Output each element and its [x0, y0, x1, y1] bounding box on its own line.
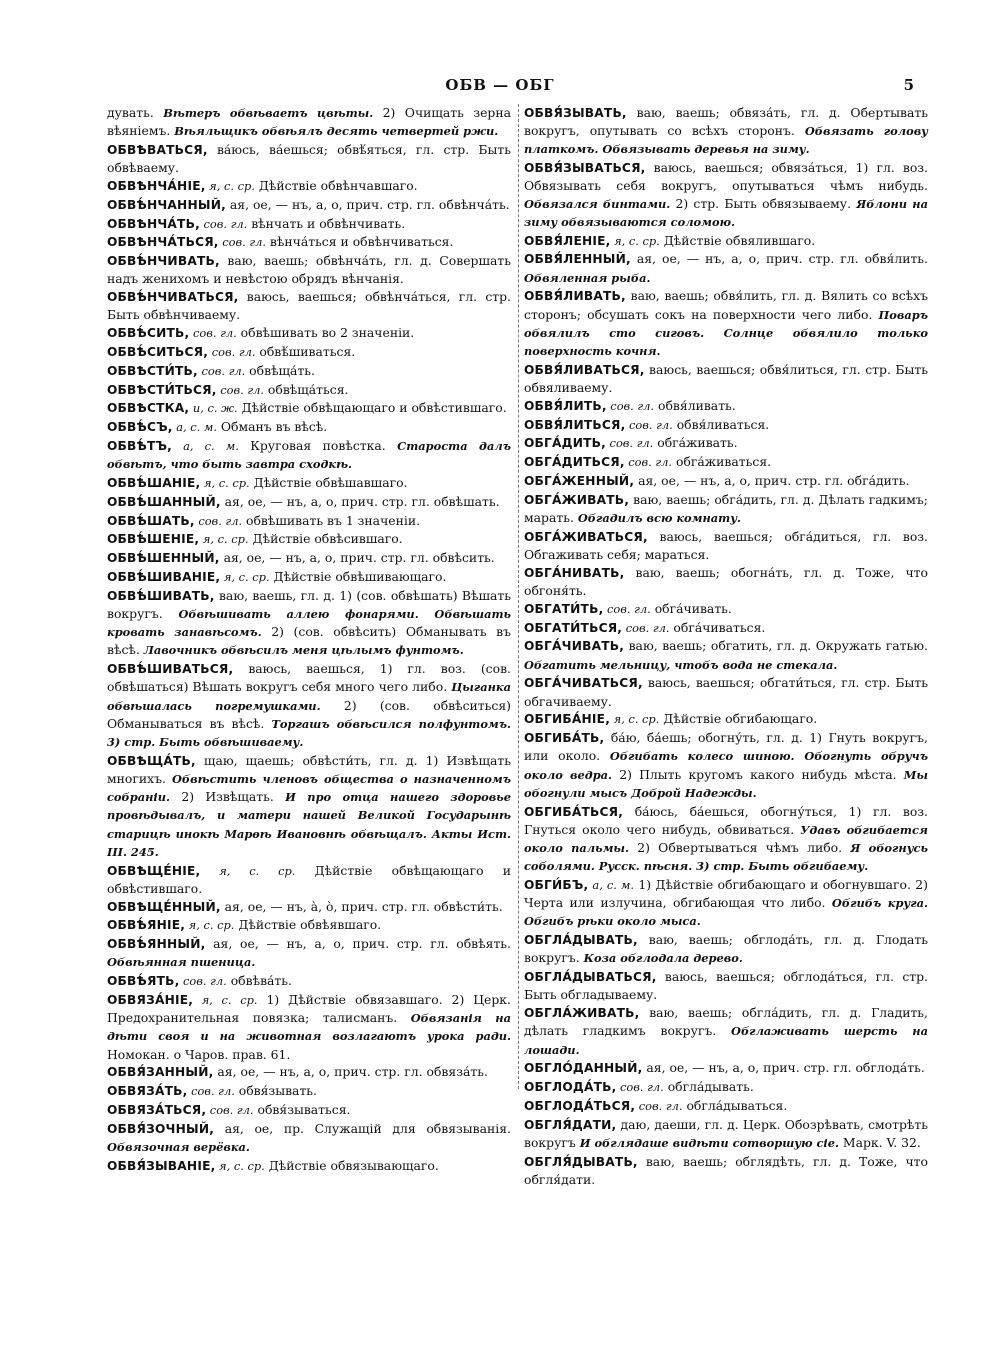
- dictionary-entry: [107, 399, 511, 417]
- entry-definition: ваюсь, ваешься; обвя́литься, гл. стр. Быть обвяливаему.: [524, 361, 928, 396]
- entry-headword: ОБВѢ́НЧАННЫЙ,: [107, 197, 226, 212]
- entry-definition: обвѣща́ть.: [245, 362, 315, 378]
- entry-headword: ОБВЯЗА́ТЬ,: [107, 1084, 188, 1099]
- entry-example: Поваръ обвялилъ сто сиговъ. Солнце обвялило только поверхность кочня.: [524, 307, 928, 359]
- entry-headword: ОБГЛА́ДЫВАТЬСЯ,: [524, 970, 657, 985]
- dictionary-entry: [107, 493, 511, 511]
- entry-headword: ОБВЯЗА́ТЬСЯ,: [107, 1102, 207, 1117]
- entry-example: Староста далъ обвѣтъ, что быть завтра сходкѣ.: [107, 438, 511, 472]
- dictionary-entry: [524, 361, 928, 396]
- entry-headword: ОБГАТИ́ТЬ,: [524, 601, 604, 616]
- entry-headword: ОБВѢ́СИТЬСЯ,: [107, 344, 209, 359]
- entry-definition: даю, даеши, гл. д. Церк. Обозрѣвать, смотрѣть вокругъ: [524, 1116, 928, 1150]
- entry-grammar: я, с. ср.: [193, 992, 258, 1007]
- entry-definition: ая, ое, — нъ, а, о, прич. стр. гл. обвя́лить.: [630, 251, 928, 267]
- entry-definition: Номокан. о Чаров. прав. 61.: [107, 1046, 291, 1062]
- dictionary-entry: [107, 343, 511, 361]
- entry-grammar: сов. гл.: [187, 1084, 235, 1099]
- entry-headword: ОБВѢ́СЪ,: [107, 420, 173, 435]
- entry-grammar: я, с. ср.: [200, 475, 250, 490]
- entry-headword: ОБВЯЗА́НІЕ,: [107, 992, 194, 1007]
- dictionary-entry: [107, 1063, 511, 1081]
- entry-headword: ОБВѢ́ЯТЬ,: [107, 974, 180, 989]
- dictionary-entry: [524, 472, 928, 490]
- entry-example: Обгадилъ всю комнату.: [577, 511, 741, 525]
- entry-headword: ОБВЯ́ЛИТЬСЯ,: [524, 417, 626, 432]
- entry-definition: обвя́зываться.: [253, 1101, 351, 1117]
- entry-grammar: сов. гл.: [197, 363, 246, 378]
- entry-headword: ОБГА́НИВАТЬ,: [524, 565, 625, 580]
- entry-headword: ОБВЯ́ЗЫВАТЬ,: [524, 106, 627, 120]
- entry-headword: ОБВЯ́ЛИТЬ,: [524, 398, 607, 413]
- dictionary-entry: [524, 1078, 928, 1096]
- entry-example: Обвяленная рыба.: [524, 270, 651, 285]
- dictionary-entry: [524, 434, 928, 452]
- entry-definition: 2) (сов. обвѣсить) Обманывать въ вѣсѣ.: [107, 624, 511, 658]
- entry-definition: Дѣйствіе обвѣшавшаго.: [249, 474, 408, 490]
- entry-headword: ОБВѢЩА́ТЬ,: [107, 753, 196, 768]
- dictionary-entry: [524, 803, 928, 876]
- entry-definition: 2) Обвертываться чѣмъ либо.: [629, 840, 851, 855]
- dictionary-entry: [107, 288, 511, 323]
- entry-definition: Круговая повѣстка.: [238, 437, 398, 453]
- entry-definition: ваю, ваешь; обгатить, гл. д. Окружать гатью.: [624, 638, 928, 654]
- entry-grammar: сов. гл.: [218, 235, 266, 250]
- entry-grammar: а, с. м.: [172, 420, 217, 435]
- dictionary-entry: [107, 324, 511, 342]
- entry-headword: ОБВѢСТИ́ТЬСЯ,: [107, 382, 217, 397]
- entry-example: Обвязанія на дѣти своя и на животная возлагаютъ урока ради.: [107, 1011, 511, 1044]
- dictionary-entry: [524, 564, 928, 599]
- entry-grammar: сов. гл.: [189, 326, 237, 341]
- entry-headword: ОБГА́ЖИВАТЬ,: [524, 492, 630, 507]
- entry-definition: Марк. V. 32.: [838, 1135, 921, 1150]
- dictionary-entry: [524, 528, 928, 563]
- entry-definition: ваюсь, ваешься; обглода́ться, гл. стр. Быть обгладываему.: [524, 969, 928, 1003]
- entry-definition: обгла́дывать.: [663, 1079, 754, 1095]
- dictionary-entry: [524, 876, 928, 931]
- entry-definition: ая, ое, пр. Служащій для обвязыванія.: [214, 1120, 511, 1136]
- entry-definition: обга́живаться.: [672, 454, 772, 470]
- entry-definition: Дѣйствіе обвѣнчавшаго.: [254, 178, 418, 193]
- entry-definition: вѣнчать и обвѣнчивать.: [247, 215, 406, 231]
- dictionary-entry: [107, 141, 511, 176]
- dictionary-entry: [524, 1153, 928, 1188]
- dictionary-entry: [524, 491, 928, 527]
- entry-definition: обвѣшивать во 2 значеніи.: [236, 325, 415, 341]
- entry-definition: обвя́ливаться.: [672, 416, 770, 432]
- dictionary-entry: [107, 660, 511, 751]
- dictionary-entry: [107, 935, 511, 971]
- entry-headword: ОБГЛЯ́ДАТИ,: [524, 1117, 617, 1132]
- dictionary-entry: [107, 233, 511, 251]
- dictionary-entry: [107, 862, 511, 897]
- entry-definition: обвѣща́ться.: [263, 381, 349, 397]
- entry-headword: ОБВѢ́НЧИВАТЬ,: [107, 254, 220, 269]
- entry-definition: 2) (сов. обвѣситься) Обманываться въ вѣсѣ.: [107, 697, 511, 731]
- entry-example: Вѣтеръ обвѣваетъ цвѣты.: [163, 106, 374, 120]
- dictionary-entry: [524, 453, 928, 471]
- dictionary-entry: [107, 991, 511, 1063]
- entry-definition: обвѣва́ть.: [226, 973, 292, 989]
- entry-example: Цыганка обвѣшалась погремушками.: [107, 680, 511, 713]
- entry-grammar: сов. гл.: [206, 1102, 254, 1117]
- entry-headword: ОБВѢ́СИТЬ,: [107, 326, 190, 341]
- dictionary-entry: [524, 104, 928, 159]
- dictionary-entry: [107, 1101, 511, 1119]
- entry-headword: ОБГА́ЖЕННЫЙ,: [524, 474, 635, 488]
- entry-grammar: я, с. ср.: [185, 918, 235, 933]
- dictionary-entry: [107, 1120, 511, 1156]
- entry-example: И обглядаше видѣти сотворшую сіе.: [579, 1136, 839, 1150]
- entry-headword: ОБГА́ДИТЬ,: [524, 436, 606, 451]
- entry-headword: ОБВѢ́ЯНІЕ,: [107, 918, 186, 933]
- entry-headword: ОБГАТИ́ТЬСЯ,: [524, 620, 623, 635]
- dictionary-entry: [524, 159, 928, 231]
- entry-grammar: сов. гл.: [199, 216, 248, 231]
- entry-definition: Обманъ въ вѣсѣ.: [216, 419, 328, 435]
- entry-headword: ОБГЛА́ЖИВАТЬ,: [524, 1006, 640, 1021]
- entry-definition: Дѣйствіе обвѣщающаго и обвѣстившаго.: [237, 400, 507, 416]
- entry-example: Лавочникъ обвѣсилъ меня цѣлымъ фунтомъ.: [143, 643, 464, 658]
- entry-definition: 2) Извѣщать.: [169, 789, 286, 805]
- entry-grammar: сов. гл.: [603, 601, 651, 616]
- entry-definition: ба́ю, ба́ешь; обогну́ть, гл. д. 1) Гнуть вокругъ, или около.: [524, 730, 928, 764]
- entry-headword: ОБВѢНЧА́ТЬСЯ,: [107, 235, 219, 250]
- entry-grammar: сов. гл.: [194, 513, 243, 528]
- left-column: [107, 104, 511, 1176]
- entry-definition: 2) Очищать зерна вѣяніемъ.: [107, 105, 512, 139]
- dictionary-entry: [107, 381, 511, 399]
- dictionary-entry: [107, 916, 511, 934]
- entry-definition: обвѣшивать въ 1 значеніи.: [242, 512, 421, 528]
- entry-example: Обгибать колесо шиною. Обогнуть обручъ около ведра.: [524, 749, 928, 782]
- entry-grammar: я, с. ср.: [200, 863, 296, 878]
- entry-grammar: сов. гл.: [216, 382, 264, 397]
- entry-headword: ОБГА́ЧИВАТЬ,: [524, 639, 625, 654]
- dictionary-entry: [107, 418, 511, 436]
- dictionary-entry: [524, 710, 928, 728]
- entry-example: Я обогнусь соболями. Русск. пѣсня. 3) стр. Быть обгибаему.: [524, 841, 929, 874]
- entry-definition: ая, ое, — нъ, а, о, прич. стр. гл. обвяза́ть.: [213, 1064, 488, 1080]
- entry-grammar: я, с. ср.: [610, 233, 660, 248]
- entry-headword: ОБГА́ДИТЬСЯ,: [524, 455, 625, 470]
- entry-definition: ваю, ваешь; обглядѣть, гл. д. Тоже, что обгля́дати.: [524, 1153, 928, 1187]
- dictionary-entry: [107, 512, 511, 530]
- entry-example: Коза обглодала дерево.: [583, 951, 743, 966]
- entry-definition: ваюсь, ваешься, 1) гл. воз. (сов. обвѣшаться) Вѣшать вокругъ себя много чего либо.: [107, 661, 511, 695]
- entry-headword: ОБВѢНЧА́ТЬ,: [107, 216, 200, 231]
- dictionary-entry: [524, 416, 928, 434]
- dictionary-entry: [107, 104, 511, 140]
- entry-definition: щаю, щаешь; обвѣсти́ть, гл. д. 1) Извѣщать многихъ.: [107, 752, 511, 786]
- dictionary-entry: [107, 362, 511, 380]
- entry-example: И про отца нашего здоровье провѣдывалъ, и матери нашей Великой Государынѣ старицѣ инокѣ Марѳѣ Ивановнѣ обвѣщалъ. Акты Ист. III. 245.: [107, 790, 511, 859]
- entry-definition: обвя́зывать.: [234, 1083, 317, 1099]
- entry-example: Обвѣшивать аллею фонарями. Обвѣшать кровать занавѣсомъ.: [107, 606, 512, 640]
- entry-definition: обга́живать.: [653, 435, 738, 451]
- entry-definition: 2) Плыть кругомъ какого нибудь мѣста.: [612, 766, 904, 782]
- dictionary-entry: [524, 637, 928, 673]
- entry-example: Обвязался бинтами.: [524, 196, 671, 211]
- entry-headword: ОБВѢ́ШЕННЫЙ,: [107, 551, 220, 566]
- entry-headword: ОБВѢ́ТЪ,: [107, 438, 172, 453]
- entry-headword: ОБВЯ́ЗАННЫЙ,: [107, 1065, 214, 1080]
- entry-grammar: сов. гл.: [635, 1099, 683, 1113]
- entry-example: Яблони на зиму обвязываются соломою.: [524, 196, 928, 229]
- entry-definition: ваюсь, ваешься; обвѣнча́ться, гл. стр. Быть обвѣнчиваему.: [107, 289, 511, 323]
- entry-headword: ОБГЛО́ДАННЫЙ,: [524, 1061, 643, 1076]
- entry-grammar: я, с. ср.: [215, 1158, 265, 1173]
- entry-headword: ОБВѢ́ШАННЫЙ,: [107, 494, 221, 509]
- entry-headword: ОБГИБА́ТЬ,: [524, 731, 605, 746]
- entry-definition: ваю, ваешь; обвяза́ть, гл. д. Обертывать вокругъ, опутывать со всѣхъ сторонъ.: [524, 105, 928, 139]
- entry-headword: ОБГИБА́ТЬСЯ,: [524, 804, 624, 819]
- entry-definition: ая, ое, — нъ, а, о, прич. стр. гл. обглода́ть.: [642, 1060, 925, 1076]
- entry-definition: ваю, ваешь; обга́дить, гл. д. Дѣлать гадкимъ; марать.: [524, 491, 928, 525]
- entry-headword: ОБВЯ́ЛИВАТЬ,: [524, 289, 626, 304]
- dictionary-entry: [524, 729, 928, 802]
- entry-headword: ОБВѢЩЕ́НІЕ,: [107, 863, 201, 878]
- dictionary-entry: [107, 1157, 511, 1175]
- entry-headword: ОБВѢЩЕ́ННЫЙ,: [107, 899, 221, 914]
- entry-definition: ва́юсь, ва́ешься; обвѣ́яться,: [207, 142, 416, 157]
- entry-grammar: сов. гл.: [622, 620, 670, 635]
- entry-headword: ОБВЯ́ЗЫВАТЬСЯ,: [524, 161, 646, 176]
- entry-definition: обга́чиваться.: [669, 619, 766, 635]
- entry-grammar: и, с. ж.: [189, 401, 238, 416]
- entry-grammar: сов. гл.: [208, 344, 256, 359]
- entry-headword: ОБВѢ́ШИВАНІЕ,: [107, 569, 221, 584]
- entry-grammar: сов. гл.: [179, 974, 227, 989]
- entry-headword: ОБВЯ́ЗЫВАНІЕ,: [107, 1158, 216, 1173]
- column-divider: [518, 104, 519, 1089]
- dictionary-entry: [107, 972, 511, 990]
- entry-definition: ваю, ваешь; обглода́ть, гл. д. Глодать вокругъ.: [524, 932, 928, 966]
- entry-definition: вѣнча́ться и обвѣнчиваться.: [265, 234, 454, 250]
- entry-example: Обгибъ круга. Обгибъ рѣки около мыса.: [524, 896, 928, 929]
- entry-grammar: я, с. ср.: [610, 712, 660, 727]
- entry-definition: 1) Дѣйствіе обвязавшаго. 2) Церк. Предохранительная повязка; талисманъ.: [107, 991, 511, 1026]
- dictionary-entry: [107, 898, 511, 916]
- entry-grammar: сов. гл.: [605, 436, 654, 451]
- entry-headword: ОБВѢСТИ́ТЬ,: [107, 363, 198, 378]
- dictionary-entry: [107, 549, 511, 567]
- dictionary-entry: [107, 252, 511, 287]
- entry-grammar: сов. гл.: [616, 1080, 664, 1095]
- entry-definition: дувать.: [107, 105, 164, 120]
- page-number: 5: [903, 76, 914, 94]
- entry-grammar: я, с. ср.: [199, 532, 249, 547]
- entry-headword: ОБГЛЯ́ДЫВАТЬ,: [524, 1154, 638, 1169]
- entry-headword: ОБГИБА́НІЕ,: [524, 712, 611, 727]
- entry-grammar: я, с. ср.: [205, 179, 255, 193]
- entry-definition: Дѣйствіе обгибающаго.: [659, 711, 818, 727]
- entry-definition: Дѣйствіе обвѣщающаго и обвѣстившаго.: [107, 862, 511, 896]
- entry-definition: 2) стр. Быть обвязываему.: [670, 195, 857, 211]
- entry-headword: ОБВѢ́ЯННЫЙ,: [107, 937, 206, 952]
- entry-grammar: сов. гл.: [625, 417, 673, 432]
- dictionary-entry: [524, 600, 928, 618]
- entry-grammar: а, с. м.: [588, 878, 634, 892]
- entry-headword: ОБВѢ́ШАТЬ,: [107, 513, 195, 528]
- entry-headword: ОБВѢНЧА́НІЕ,: [107, 179, 206, 193]
- entry-example: Обвѣстить членовъ общества о назначенномъ собраніи.: [107, 771, 511, 805]
- entry-definition: Дѣйствіе обвязывающаго.: [264, 1157, 439, 1173]
- entry-definition: 1) Дѣйствіе обгибающаго и обогнувшаго. 2) Черта или излучина, обгибающая что либо.: [524, 877, 928, 911]
- entry-definition: Дѣйствіе обвѣявшаго.: [234, 917, 382, 933]
- entry-definition: гл. стр. Быть обвѣваему.: [107, 142, 511, 176]
- entry-definition: ваюсь, ваешься; обвяза́ться, 1) гл. воз. Обвязывать себя вокругъ, опутываться чѣмъ нибудь.: [524, 160, 928, 194]
- entry-headword: ОБГЛОДА́ТЬСЯ,: [524, 1099, 636, 1113]
- entry-grammar: сов. гл.: [606, 398, 655, 413]
- dictionary-entry: [524, 1004, 928, 1059]
- entry-headword: ОБВЯ́ЗОЧНЫЙ,: [107, 1121, 215, 1136]
- entry-definition: ваю, ваешь, гл. д. 1) (сов. обвѣшать) Вѣшать вокругъ.: [107, 587, 511, 621]
- entry-headword: ОБВѢ́ШИВАТЬ,: [107, 588, 215, 603]
- dictionary-entry: [107, 437, 511, 473]
- entry-definition: ваюсь, ваешься; обгати́ться, гл. стр. Быть обгачиваему.: [524, 675, 928, 709]
- entry-headword: ОБВѢСТКА,: [107, 401, 190, 416]
- page-title: ОБВ — ОБГ: [445, 76, 555, 94]
- entry-definition: ая, ое, — нъ, а, о, прич. стр. гл. обвѣсить.: [219, 550, 495, 566]
- entry-definition: ая, ое, — нъ, а, о, прич. стр. гл. обвѣшать.: [220, 493, 500, 509]
- entry-definition: Дѣйствіе обвѣшивающаго.: [269, 568, 447, 584]
- entry-definition: ваюсь, ваешься; обга́диться, гл. воз. Обгаживать себя; мараться.: [524, 528, 928, 562]
- entry-definition: ба́юсь, ба́ешься, обогну́ться, 1) гл. воз. Гнуться около чего нибудь, обвиваться.: [524, 803, 928, 837]
- entry-example: Обгатить мельницу, чтобъ вода не стекала.: [524, 657, 838, 672]
- entry-example: Вѣяльщикъ обвѣялъ десять четвертей ржи.: [174, 124, 499, 139]
- entry-headword: ОБВѢ́НЧИВАТЬСЯ,: [107, 290, 239, 305]
- dictionary-entry: [524, 232, 928, 250]
- entry-headword: ОБВЯ́ЛЕНІЕ,: [524, 233, 611, 248]
- dictionary-entry: [107, 587, 511, 660]
- dictionary-entry: [107, 177, 511, 195]
- dictionary-entry: [524, 1059, 928, 1077]
- entry-headword: ОБВѢ́ШАНІЕ,: [107, 475, 201, 490]
- entry-headword: ОБГЛОДА́ТЬ,: [524, 1080, 617, 1095]
- entry-definition: обга́чивать.: [650, 600, 732, 616]
- entry-definition: ая, ое, — нъ, а, о, прич. стр. гл. обвѣнча́ть.: [225, 196, 510, 212]
- dictionary-entry: [524, 968, 928, 1003]
- dictionary-entry: [107, 215, 511, 233]
- dictionary-entry: [524, 931, 928, 967]
- entry-definition: обгла́дываться.: [682, 1098, 788, 1113]
- dictionary-entry: [524, 250, 928, 286]
- right-column: [524, 104, 928, 1189]
- entry-definition: ваю, ваешь; обвя́лить, гл. д. Вялить со всѣхъ сторонъ; обсушать сокъ на поверхности чего либо.: [524, 288, 928, 322]
- entry-example: Удавъ обгибается около пальмы.: [524, 822, 928, 855]
- entry-headword: ОБГА́ЖИВАТЬСЯ,: [524, 529, 648, 544]
- entry-example: Обвѣянная пшеница.: [107, 955, 256, 970]
- dictionary-entry: [107, 752, 511, 861]
- entry-definition: ваю, ваешь; обогна́ть, гл. д. Тоже, что обгоня́ть.: [524, 564, 928, 598]
- entry-definition: обвѣ́шиваться.: [255, 343, 356, 359]
- entry-grammar: я, с. ср.: [220, 569, 270, 584]
- entry-headword: ОБГЛА́ДЫВАТЬ,: [524, 933, 638, 948]
- entry-headword: ОБВЯ́ЛЕННЫЙ,: [524, 252, 631, 267]
- dictionary-entry: [524, 1116, 928, 1152]
- entry-definition: Дѣйствіе обвѣсившаго.: [248, 531, 403, 547]
- entry-definition: обвя́ливать.: [654, 397, 736, 413]
- entry-headword: ОБВѢ́ШЕНІЕ,: [107, 532, 200, 547]
- entry-definition: ая, ое, — нъ, а, о, прич. стр. гл. обга́дить.: [634, 473, 910, 488]
- entry-definition: ваю, ваешь; обвѣнча́ть, гл. д. Совершать надъ женихомъ и невѣстою обрядъ вѣнчанія.: [107, 253, 511, 287]
- entry-example: Обвязочная верёвка.: [107, 1139, 250, 1154]
- entry-headword: ОБГА́ЧИВАТЬСЯ,: [524, 676, 643, 691]
- dictionary-entry: [107, 196, 511, 214]
- entry-definition: Дѣйствіе обвялившаго.: [659, 232, 816, 248]
- entry-headword: ОБВѢВАТЬСЯ,: [107, 143, 208, 157]
- entry-definition: ваю, ваешь; обгла́дить, гл. д. Гладить, дѣлать гладкимъ вокругъ.: [524, 1005, 928, 1039]
- entry-definition: ая, ое, — нъ, а̀, о̀, прич. стр. гл. обвѣсти́ть.: [220, 898, 503, 914]
- page-header: [0, 76, 1000, 100]
- dictionary-entry: [524, 1097, 928, 1115]
- entry-example: Торгашъ обвѣсился полфунтомъ. 3) стр. Быть обвѣшиваему.: [107, 716, 511, 749]
- entry-example: Обвязать голову платкомъ. Обвязывать деревья на зиму.: [524, 124, 928, 157]
- entry-example: Обглаживать шерсть на лошади.: [524, 1024, 928, 1057]
- entry-grammar: а, с. м.: [171, 438, 239, 453]
- dictionary-entry: [107, 568, 511, 586]
- dictionary-entry: [524, 287, 928, 360]
- dictionary-entry: [107, 1082, 511, 1100]
- entry-grammar: сов. гл.: [624, 455, 673, 470]
- entry-definition: ая, ое, — нъ, а, о, прич. стр. гл. обвѣять.: [205, 936, 511, 952]
- entry-headword: ОБВѢ́ШИВАТЬСЯ,: [107, 662, 234, 677]
- dictionary-entry: [524, 619, 928, 637]
- entry-headword: ОБГИ́БЪ,: [524, 878, 589, 892]
- dictionary-entry: [107, 530, 511, 548]
- dictionary-entry: [107, 474, 511, 492]
- dictionary-entry: [524, 397, 928, 415]
- entry-headword: ОБВЯ́ЛИВАТЬСЯ,: [524, 362, 645, 377]
- entry-example: Мы обогнули мысъ Доброй Надежды.: [524, 767, 928, 800]
- dictionary-entry: [524, 674, 928, 709]
